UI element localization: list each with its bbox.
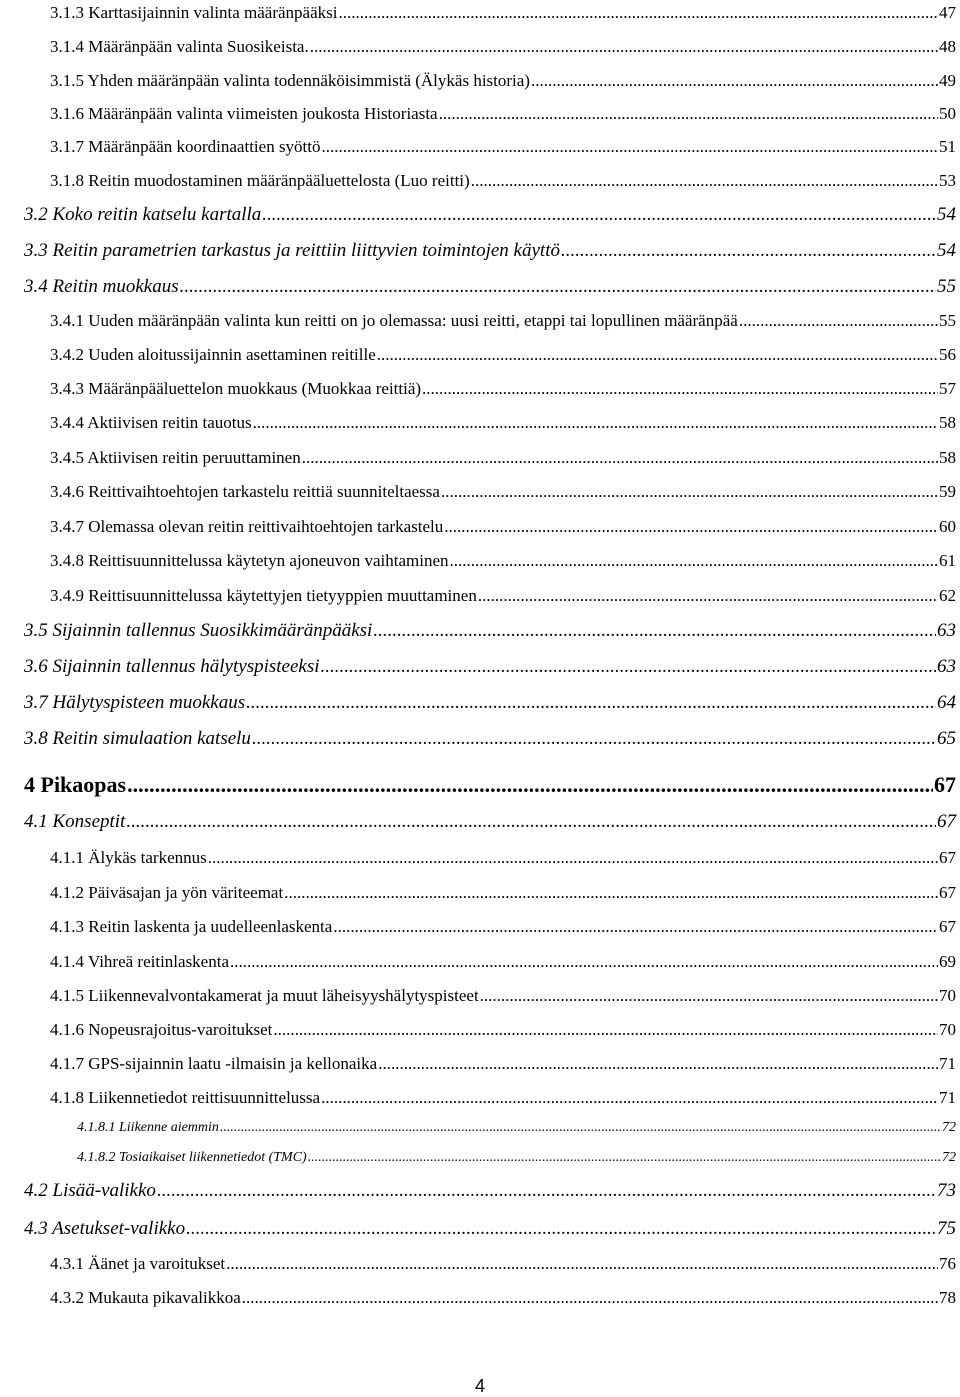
dot-leader: [157, 1180, 936, 1202]
dot-leader: [246, 692, 936, 714]
toc-entry-title: 4.1.2 Päiväsajan ja yön väriteemat: [50, 883, 284, 902]
toc-entry-page: 70: [939, 986, 956, 1005]
dot-leader: [450, 551, 939, 571]
toc-entry[interactable]: [50, 171, 956, 191]
toc-entry[interactable]: [50, 104, 956, 124]
toc-entry[interactable]: [77, 1120, 956, 1136]
toc-entry-title: 3.1.5 Yhden määränpään valinta todennäköisimmistä (Älykäs historia): [50, 71, 530, 90]
toc-entry-title: 4.1.3 Reitin laskenta ja uudelleenlaskenta: [50, 917, 333, 936]
toc-entry-page: 73: [937, 1180, 956, 1201]
toc-entry-title: 3.8 Reitin simulaation katselu: [24, 728, 251, 749]
toc-entry[interactable]: [50, 551, 956, 571]
toc-entry-page: 72: [942, 1120, 956, 1135]
toc-entry[interactable]: [77, 1150, 956, 1166]
toc-entry[interactable]: [24, 728, 956, 750]
toc-entry[interactable]: [50, 517, 956, 537]
toc-entry-title: 3.5 Sijainnin tallennus Suosikkimääränpääksi: [24, 620, 373, 641]
toc-entry-title: 4.3 Asetukset-valikko: [24, 1218, 186, 1239]
toc-entry[interactable]: [24, 656, 956, 678]
dot-leader: [333, 917, 938, 937]
toc-entry-page: 67: [937, 811, 956, 832]
toc-entry[interactable]: [50, 448, 956, 468]
toc-entry-title: 4.1.6 Nopeusrajoitus-varoitukset: [50, 1020, 273, 1039]
toc-entry-page: 71: [939, 1088, 956, 1107]
dot-leader: [308, 1150, 941, 1166]
toc-entry[interactable]: [50, 883, 956, 903]
toc-entry-page: 67: [939, 917, 956, 936]
toc-entry-page: 55: [937, 276, 956, 297]
toc-entry-title: 4.1.1 Älykäs tarkennus: [50, 848, 207, 867]
dot-leader: [471, 171, 938, 191]
toc-entry-page: 56: [939, 345, 956, 364]
dot-leader: [252, 728, 936, 750]
toc-entry-page: 65: [937, 728, 956, 749]
dot-leader: [321, 1088, 938, 1108]
toc-entry[interactable]: [50, 71, 956, 91]
toc-entry-page: 53: [939, 171, 956, 190]
toc-entry[interactable]: [24, 620, 956, 642]
toc-entry[interactable]: [50, 345, 956, 365]
dot-leader: [321, 656, 936, 678]
toc-entry[interactable]: [50, 586, 956, 606]
toc-entry[interactable]: [24, 204, 956, 226]
toc-entry-page: 59: [939, 482, 956, 501]
toc-entry-page: 50: [939, 104, 956, 123]
toc-entry-title: 4.1.8.1 Liikenne aiemmin: [77, 1120, 219, 1135]
toc-entry-page: 54: [937, 204, 956, 225]
dot-leader: [339, 3, 939, 23]
toc-entry-page: 47: [939, 3, 956, 22]
toc-entry-page: 70: [939, 1020, 956, 1039]
dot-leader: [302, 448, 938, 468]
toc-entry-title: 3.4.7 Olemassa olevan reitin reittivaihtoehtojen tarkastelu: [50, 517, 444, 536]
toc-entry-title: 4.1.7 GPS-sijainnin laatu -ilmaisin ja kellonaika: [50, 1054, 378, 1073]
toc-entry-title: 3.4.3 Määränpääluettelon muokkaus (Muokkaa reittiä): [50, 379, 422, 398]
toc-entry[interactable]: [24, 811, 956, 833]
toc-entry-page: 72: [942, 1150, 956, 1165]
toc-entry-page: 67: [939, 883, 956, 902]
toc-entry[interactable]: [50, 1054, 956, 1074]
toc-entry-title: 3.1.4 Määränpään valinta Suosikeista.: [50, 37, 309, 56]
toc-entry[interactable]: [50, 1020, 956, 1040]
toc-entry[interactable]: [24, 772, 956, 798]
toc-entry-title: 4.3.1 Äänet ja varoitukset: [50, 1254, 226, 1273]
toc-entry-title: 3.2 Koko reitin katselu kartalla: [24, 204, 262, 225]
toc-entry-title: 4.1.5 Liikennevalvontakamerat ja muut läheisyyshälytyspisteet: [50, 986, 479, 1005]
toc-entry-page: 62: [939, 586, 956, 605]
toc-entry-title: 4 Pikaopas: [24, 772, 127, 797]
dot-leader: [230, 952, 938, 972]
toc-entry-page: 75: [937, 1218, 956, 1239]
toc-entry-page: 54: [937, 240, 956, 261]
dot-leader: [444, 517, 938, 537]
dot-leader: [322, 137, 938, 157]
toc-entry-page: 63: [937, 620, 956, 641]
toc-entry-page: 71: [939, 1054, 956, 1073]
dot-leader: [439, 104, 938, 124]
dot-leader: [126, 811, 936, 833]
toc-entry[interactable]: [50, 311, 956, 331]
toc-entry-title: 4.1.8.2 Tosiaikaiset liikennetiedot (TMC): [77, 1150, 307, 1165]
toc-entry-title: 4.1 Konseptit: [24, 811, 126, 832]
toc-entry-title: 3.1.8 Reitin muodostaminen määränpääluettelosta (Luo reitti): [50, 171, 470, 190]
dot-leader: [422, 379, 938, 399]
toc-entry-title: 3.7 Hälytyspisteen muokkaus: [24, 692, 246, 713]
dot-leader: [478, 586, 938, 606]
toc-entry-title: 3.4.4 Aktiivisen reitin tauotus: [50, 413, 252, 432]
toc-entry-title: 3.4.1 Uuden määränpään valinta kun reitti on jo olemassa: uusi reitti, etappi tai lopullinen määränpää: [50, 311, 738, 330]
dot-leader: [208, 848, 938, 868]
toc-entry-title: 4.1.4 Vihreä reitinlaskenta: [50, 952, 229, 971]
toc-entry-page: 61: [939, 551, 956, 570]
toc-entry-page: 67: [934, 772, 956, 797]
toc-entry[interactable]: [50, 917, 956, 937]
toc-entry[interactable]: [50, 37, 956, 57]
toc-entry[interactable]: [50, 1088, 956, 1108]
toc-entry-page: 55: [939, 311, 956, 330]
toc-entry-title: 3.4.8 Reittisuunnittelussa käytetyn ajoneuvon vaihtaminen: [50, 551, 449, 570]
toc-entry-title: 3.1.3 Karttasijainnin valinta määränpääksi: [50, 3, 338, 22]
toc-entry-page: 49: [939, 71, 956, 90]
toc-entry-title: 3.4.2 Uuden aloitussijainnin asettaminen reitille: [50, 345, 376, 364]
toc-entry[interactable]: [24, 1218, 956, 1240]
toc-entry-page: 78: [939, 1288, 956, 1307]
toc-entry[interactable]: [24, 240, 956, 262]
dot-leader: [441, 482, 938, 502]
toc-entry[interactable]: [50, 482, 956, 502]
toc-entry-title: 4.1.8 Liikennetiedot reittisuunnittelussa: [50, 1088, 321, 1107]
toc-entry-title: 3.4 Reitin muokkaus: [24, 276, 179, 297]
dot-leader: [253, 413, 938, 433]
toc-entry[interactable]: [50, 986, 956, 1006]
toc-entry-page: 60: [939, 517, 956, 536]
dot-leader: [273, 1020, 938, 1040]
toc-entry[interactable]: [24, 276, 956, 298]
dot-leader: [127, 772, 933, 798]
toc-entry-page: 58: [939, 448, 956, 467]
toc-entry[interactable]: [50, 1254, 956, 1274]
dot-leader: [480, 986, 938, 1006]
toc-entry-title: 3.1.7 Määränpään koordinaattien syöttö: [50, 137, 321, 156]
toc-entry[interactable]: [50, 137, 956, 157]
toc-entry[interactable]: [50, 1288, 956, 1308]
toc-entry-page: 67: [939, 848, 956, 867]
dot-leader: [531, 71, 938, 91]
dot-leader: [180, 276, 936, 298]
toc-entry-page: 63: [937, 656, 956, 677]
dot-leader: [378, 1054, 938, 1074]
toc-entry-title: 3.4.9 Reittisuunnittelussa käytettyjen tietyyppien muuttaminen: [50, 586, 477, 605]
dot-leader: [310, 37, 938, 57]
toc-entry-page: 69: [939, 952, 956, 971]
toc-entry[interactable]: [24, 1180, 956, 1202]
dot-leader: [284, 883, 938, 903]
dot-leader: [262, 204, 936, 226]
dot-leader: [561, 240, 936, 262]
dot-leader: [242, 1288, 938, 1308]
toc-entry-title: 3.4.6 Reittivaihtoehtojen tarkastelu reittiä suunniteltaessa: [50, 482, 440, 501]
dot-leader: [377, 345, 938, 365]
toc-entry[interactable]: [50, 952, 956, 972]
toc-entry-page: 48: [939, 37, 956, 56]
dot-leader: [739, 311, 938, 331]
toc-entry[interactable]: [50, 413, 956, 433]
toc-entry-title: 4.3.2 Mukauta pikavalikkoa: [50, 1288, 241, 1307]
toc-entry-page: 58: [939, 413, 956, 432]
toc-entry-page: 76: [939, 1254, 956, 1273]
toc-entry[interactable]: [50, 3, 956, 23]
toc-entry-title: 3.3 Reitin parametrien tarkastus ja reittiin liittyvien toimintojen käyttö: [24, 240, 560, 261]
toc-entry-title: 3.4.5 Aktiivisen reitin peruuttaminen: [50, 448, 301, 467]
toc-entry-title: 3.6 Sijainnin tallennus hälytyspisteeksi: [24, 656, 320, 677]
toc-entry-page: 57: [939, 379, 956, 398]
toc-entry-page: 64: [937, 692, 956, 713]
toc-entry-page: 51: [939, 137, 956, 156]
toc-entry[interactable]: [50, 379, 956, 399]
dot-leader: [220, 1120, 941, 1136]
toc-entry[interactable]: [24, 692, 956, 714]
toc-entry[interactable]: [50, 848, 956, 868]
toc-entry-title: 4.2 Lisää-valikko: [24, 1180, 156, 1201]
toc-entry-title: 3.1.6 Määränpään valinta viimeisten joukosta Historiasta: [50, 104, 438, 123]
dot-leader: [226, 1254, 938, 1274]
dot-leader: [373, 620, 936, 642]
dot-leader: [186, 1218, 936, 1240]
page-number: 4: [474, 1376, 485, 1396]
